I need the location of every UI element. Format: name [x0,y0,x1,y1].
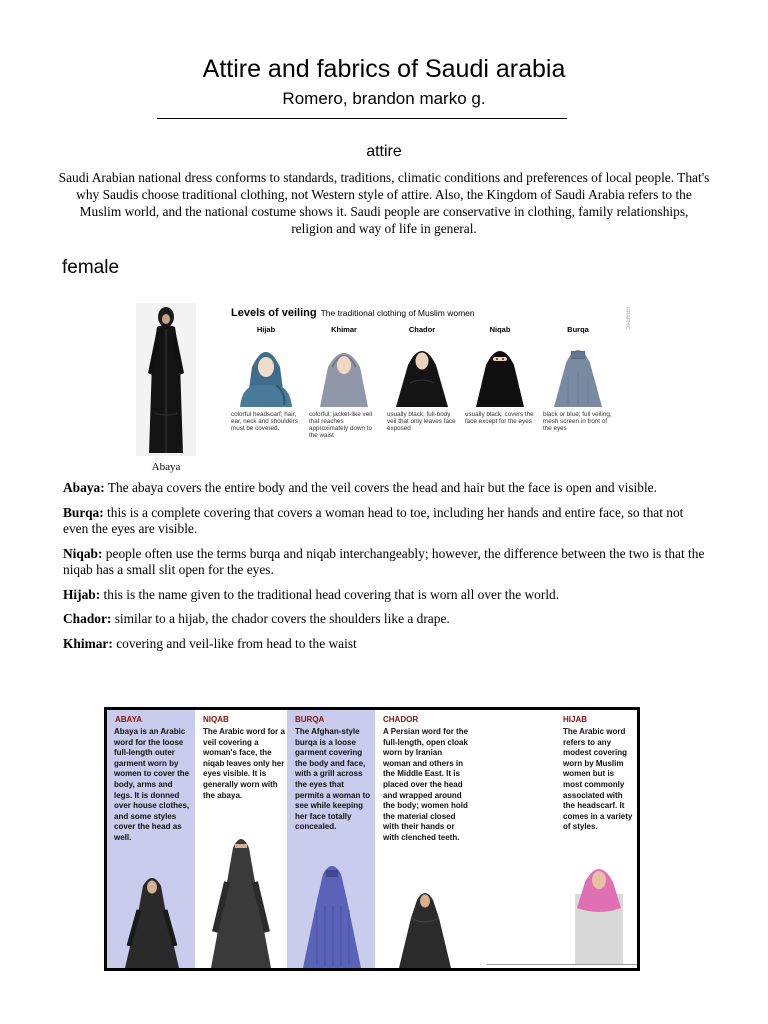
abaya-figure [117,872,187,968]
panel-column-heading: HIJAB [563,715,588,724]
panel-column-text: The Afghan-style burqa is a loose garment covering the body and face, with a grill across the eyes that permits a woman to see while keeping her face totally concealed. [295,727,371,832]
veil-level-chador [384,325,460,443]
burqa-figure [544,337,612,407]
veil-graphic-title [231,307,475,319]
document-title: Attire and fabrics of Saudi arabia [202,55,566,83]
niqab-figure [466,337,534,407]
definition-niqab [63,546,708,579]
levels-of-veiling-graphic [226,303,632,443]
section-heading-attire: attire [366,143,402,160]
abaya-photo-caption: Abaya [151,461,181,473]
panel-column-heading: NIQAB [203,715,229,724]
panel-column-burqa [287,710,375,968]
section-heading-female: female [62,257,120,278]
panel-column-heading: BURQA [295,715,325,724]
garment-comparison-panel [104,707,640,971]
veil-graphic-subtitle: The traditional clothing of Muslim women [320,308,475,318]
definition-abaya [63,480,708,497]
panel-column-heading: CHADOR [383,715,419,724]
panel-column-text: The Arabic word for a veil covering a woman's face, the niqab leaves only her eyes visible. It is generally worn with the abaya. [203,727,285,800]
definition-term: Burqa: [63,504,104,520]
hijab-figure-large [567,860,631,964]
definition-hijab [63,587,708,604]
veil-level-name: Burqa [567,325,589,334]
veil-level-description: black or blue; full veiling, mesh screen in front of the eyes [543,411,612,432]
panel-column-niqab [195,710,287,968]
burqa-figure-large [297,860,367,968]
definition-khimar [63,636,708,653]
veil-level-description: colorful; jacket-like veil that reaches approximately down to the waist [309,411,373,439]
panel-column-chador [375,710,471,968]
veil-level-name: Chador [408,325,436,334]
panel-column-abaya [107,710,195,968]
definition-term: Chador: [63,611,112,626]
definition-term: Khimar: [63,635,113,651]
veil-level-description: usually black; covers the face except for the eyes [465,411,534,425]
veil-level-hijab [228,325,304,443]
veil-graphic-title-text: Levels of veiling [231,307,317,319]
khimar-figure [310,337,378,407]
niqab-figure-large [205,832,277,968]
definition-burqa [63,505,708,538]
definition-text: people often use the terms burqa and niqab interchangeably; however, the difference between the two is that the niqab has a small slit open for the eyes. [63,545,705,577]
veil-level-name: Niqab [489,325,511,334]
veil-level-name: Hijab [256,325,276,334]
veil-graphic-credit: GRAPHIC [624,307,630,330]
panel-column-hijab [471,710,637,968]
panel-column-heading: ABAYA [115,715,142,724]
intro-paragraph: Saudi Arabian national dress conforms to standards, traditions, climatic conditions and preferences of local people. That's why Saudis choose traditional clothing, not Western style of attire. Also, the Kingdom of Saudi Arabia refers to the Muslim world, and the national costume shows it. Saudi people are conservative in clothing, family relationships, religion and way of life in general. [58,170,710,236]
definition-term: Niqab: [63,545,103,561]
definition-text: The abaya covers the entire body and the veil covers the head and hair but the face is open and visible. [104,480,657,495]
definition-term: Hijab: [63,586,101,602]
veil-level-khimar [306,325,382,443]
definition-chador [63,611,708,628]
veil-level-niqab [462,325,538,443]
panel-column-text: Abaya is an Arabic word for the loose full-length outer garment worn by women to cover the body, arms and legs. It is donned over house clothes, and some styles cover the head as well. [114,727,190,842]
panel-baseline [487,964,637,965]
panel-column-text: A Persian word for the full-length, open cloak worn by Iranian woman and others in the Middle East. It is placed over the head and wrapped around the body; women hold the material closed with their hands or with clenched teeth. [383,727,469,842]
hijab-figure [232,337,300,407]
definition-text: covering and veil-like from head to the waist [112,635,357,651]
chador-figure-large [393,888,457,968]
veil-level-description: colorful headscarf; hair, ear, neck and shoulders must be covered. [231,411,298,432]
definitions-list [63,480,708,660]
definition-term: Abaya: [63,480,105,495]
abaya-photo [136,303,196,456]
veil-level-burqa [540,325,616,443]
veil-level-description: usually black; full-body veil that only leaves face exposed [387,411,456,432]
chador-figure [388,337,456,407]
document-author: Romero, brandon marko g. [282,89,486,108]
panel-column-text: The Arabic word refers to any modest covering worn by Muslim women but is most commonly associated with the headscarf. It comes in a variety of styles. [563,727,633,832]
definition-text: similar to a hijab, the chador covers the shoulders like a drape. [111,611,450,626]
title-divider [157,118,567,119]
definition-text: this is the name given to the traditional head covering that is worn all over the world. [100,586,560,602]
veil-level-name: Khimar [331,325,357,334]
definition-text: this is a complete covering that covers a woman head to toe, including her hands and entire face, so that not even the eyes are visible. [63,504,684,536]
